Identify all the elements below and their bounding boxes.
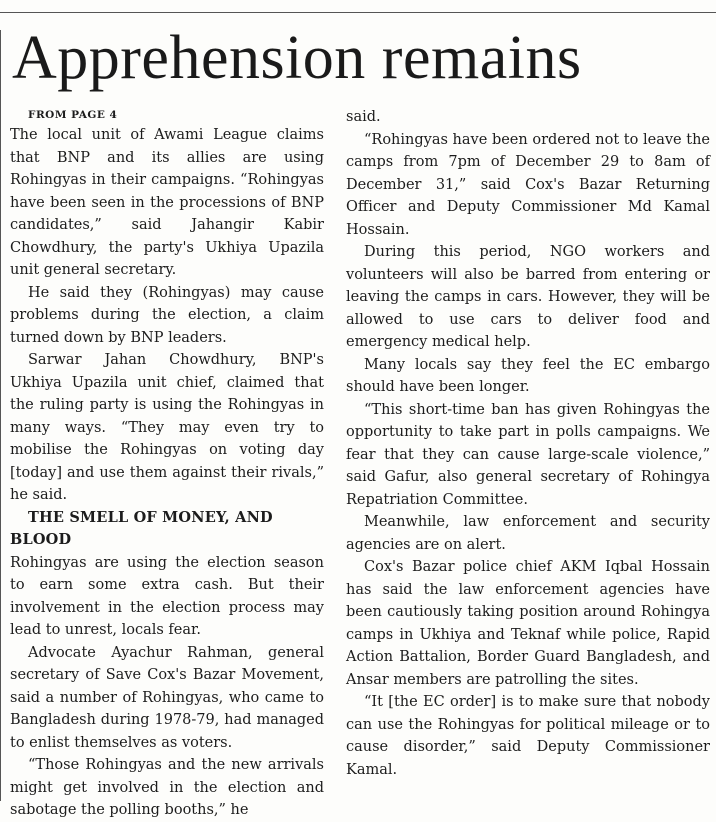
paragraph: Cox's Bazar police chief AKM Iqbal Hossain has said the law enforcement agencies have been cautiously taking position around Rohingya camps in Ukhiya and Teknaf while police, Rapid Action Battalion, Border Guard Bangladesh, and Ansar members are patrolling the sites. xyxy=(346,559,710,688)
paragraph: “Those Rohingyas and the new arrivals might get involved in the election and sabotage the polling booths,” he xyxy=(10,757,324,818)
paragraph: Many locals say they feel the EC embargo should have been longer. xyxy=(346,356,710,395)
headline: Apprehension remains xyxy=(12,24,582,92)
right-column xyxy=(346,106,710,781)
paragraph: The local unit of Awami League claims that BNP and its allies are using Rohingyas in their campaigns. “Rohingyas have been seen in the processions of BNP candidates,” said Jahangir Kabir Chowdhury, the party's Ukhiya Upazila unit general secretary. xyxy=(10,127,324,278)
paragraph: Rohingyas are using the election season to earn some extra cash. But their involvement in the election process may lead to unrest, locals fear. xyxy=(10,554,324,638)
paragraph: “Rohingyas have been ordered not to leave the camps from 7pm of December 29 to 8am of December 31,” said Cox's Bazar Returning Officer and Deputy Commissioner Md Kamal Hossain. xyxy=(346,131,710,238)
left-column xyxy=(10,106,324,822)
kicker: FROM PAGE 4 xyxy=(28,109,118,121)
top-rule xyxy=(0,12,716,13)
paragraph: He said they (Rohingyas) may cause problems during the election, a claim turned down by BNP leaders. xyxy=(10,284,324,346)
left-rule xyxy=(0,30,1,801)
subhead: THE SMELL OF MONEY, AND BLOOD xyxy=(10,508,273,548)
paragraph: “This short-time ban has given Rohingyas the opportunity to take part in polls campaigns. We fear that they can cause large-scale violence,” said Gafur, also general secretary of Rohingya Repatriation Committee. xyxy=(346,401,710,508)
paragraph: Advocate Ayachur Rahman, general secretary of Save Cox's Bazar Movement, said a number of Rohingyas, who came to Bangladesh during 1978-79, had managed to enlist themselves as voters. xyxy=(10,644,324,751)
paragraph: Sarwar Jahan Chowdhury, BNP's Ukhiya Upazila unit chief, claimed that the ruling party is using the Rohingyas in many ways. “They may even try to mobilise the Rohingyas on voting day [today] and use them against their rivals,” he said. xyxy=(10,352,324,503)
paragraph: During this period, NGO workers and volunteers will also be barred from entering or leaving the camps in cars. However, they will be allowed to use cars to deliver food and emergency medical help. xyxy=(346,244,710,350)
paragraph: said. xyxy=(346,109,381,125)
paragraph: “It [the EC order] is to make sure that nobody can use the Rohingyas for political mileage or to cause disorder,” said Deputy Commissioner Kamal. xyxy=(346,694,710,778)
paragraph: Meanwhile, law enforcement and security agencies are on alert. xyxy=(346,514,710,553)
